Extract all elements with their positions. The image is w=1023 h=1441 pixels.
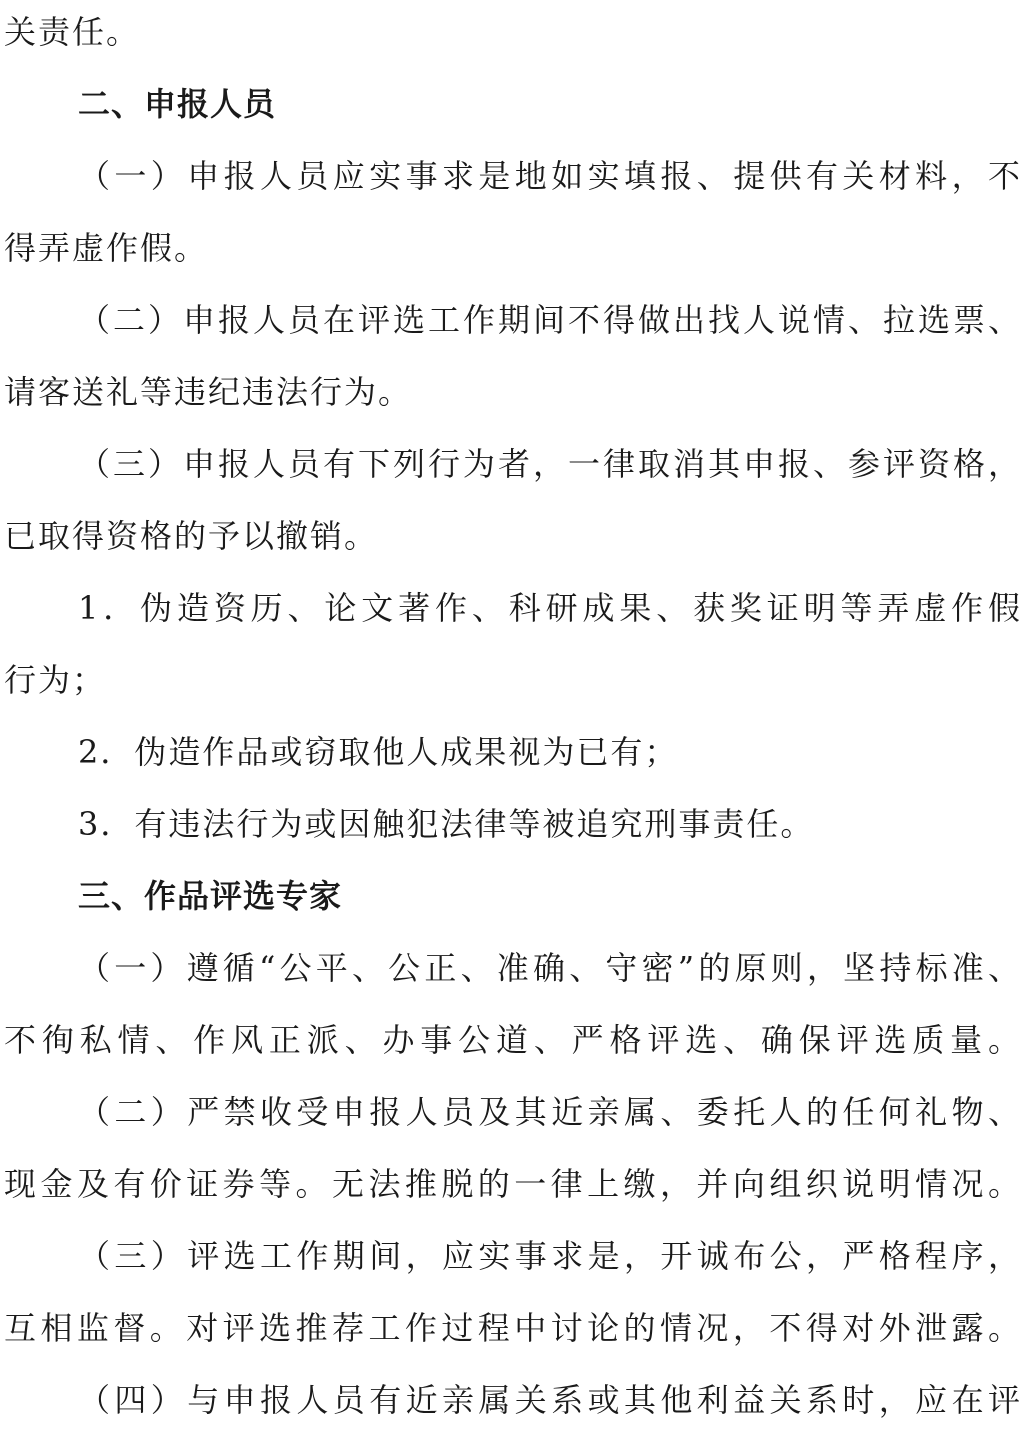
paragraph-line: 已取得资格的予以撤销。 — [4, 517, 379, 555]
section-heading-applicants: 二、申报人员 — [78, 85, 277, 123]
list-item-line: 1．伪造资历、论文著作、科研成果、获奖证明等弄虚作假 — [78, 589, 1020, 627]
paragraph-line: （四）与申报人员有近亲属关系或其他利益关系时，应在评 — [78, 1381, 1020, 1419]
paragraph-line: （一）申报人员应实事求是地如实填报、提供有关材料，不 — [78, 157, 1020, 195]
paragraph-line: 得弄虚作假。 — [4, 229, 209, 267]
section-heading-experts: 三、作品评选专家 — [78, 877, 343, 915]
paragraph-line: （三）评选工作期间，应实事求是，开诚布公，严格程序， — [78, 1237, 1020, 1275]
paragraph-line: 互相监督。对评选推荐工作过程中讨论的情况，不得对外泄露。 — [4, 1309, 1020, 1347]
paragraph-line: （二）严禁收受申报人员及其近亲属、委托人的任何礼物、 — [78, 1093, 1020, 1131]
list-item-line: 2．伪造作品或窃取他人成果视为已有； — [78, 733, 679, 771]
paragraph-line: 现金及有价证券等。无法推脱的一律上缴，并向组织说明情况。 — [4, 1165, 1020, 1203]
paragraph-line: 关责任。 — [4, 13, 141, 51]
paragraph-line: （一）遵循“公平、公正、准确、守密”的原则，坚持标准、 — [78, 949, 1020, 987]
paragraph-line: 不徇私情、作风正派、办事公道、严格评选、确保评选质量。 — [4, 1021, 1020, 1059]
list-item-line: 3．有违法行为或因触犯法律等被追究刑事责任。 — [78, 805, 815, 843]
paragraph-line: （三）申报人员有下列行为者，一律取消其申报、参评资格， — [78, 445, 1020, 483]
list-item-line: 行为； — [4, 661, 107, 699]
paragraph-line: （二）申报人员在评选工作期间不得做出找人说情、拉选票、 — [78, 301, 1020, 339]
paragraph-line: 请客送礼等违纪违法行为。 — [4, 373, 413, 411]
